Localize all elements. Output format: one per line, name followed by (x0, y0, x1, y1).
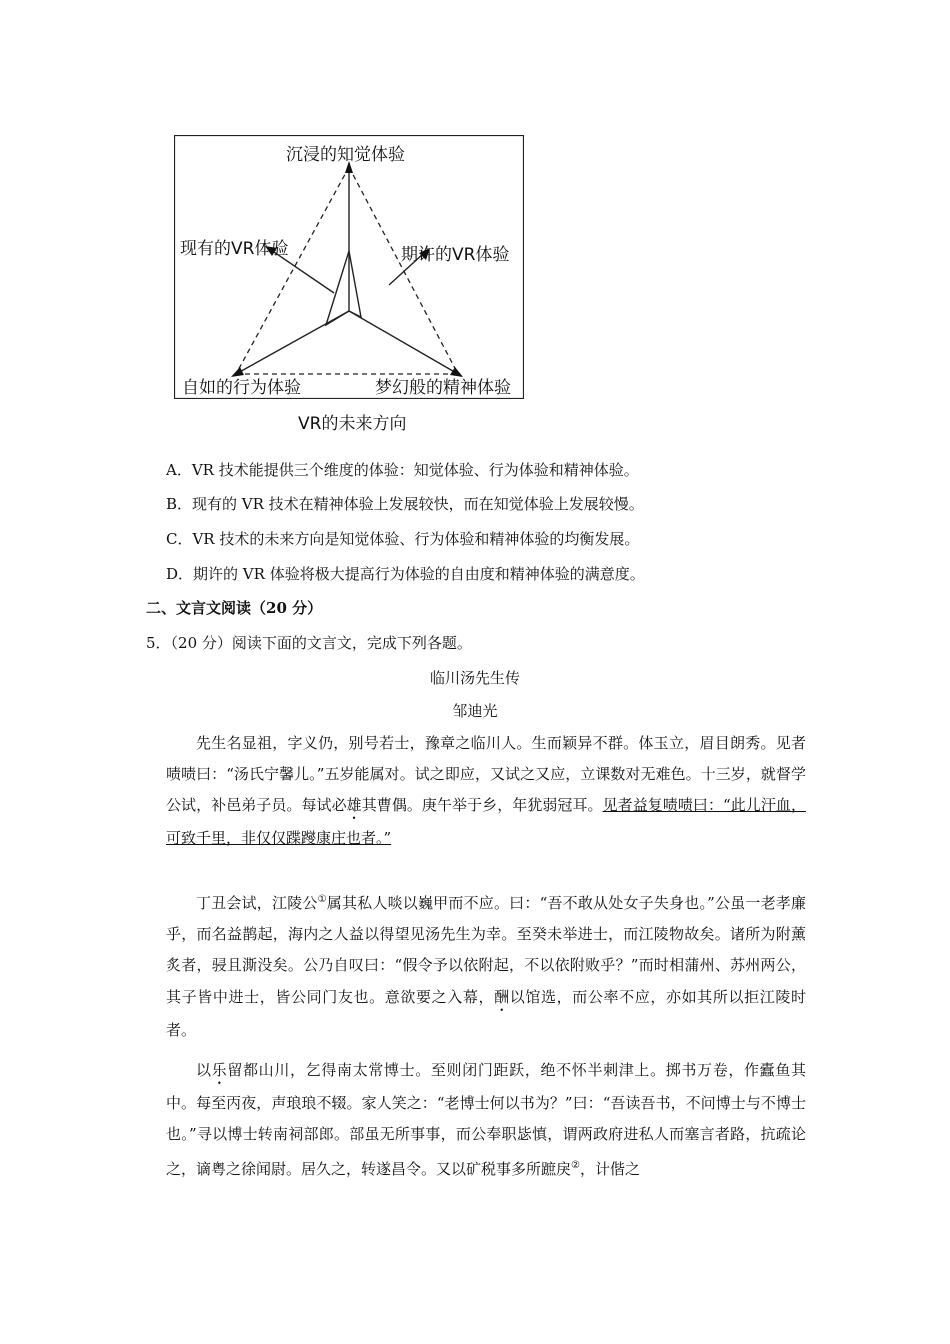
vr-diagram-graphic (174, 135, 524, 399)
footnote-1: ① (317, 894, 327, 905)
label-current-vr: 现有的VR体验 (180, 239, 289, 259)
option-a: A．VR 技术能提供三个维度的体验：知觉体验、行为体验和精神体验。 (166, 461, 639, 479)
paragraph-2: 丁丑会试，江陵公①属其私人啖以巍甲而不应。曰：“吾不敢从处女子失身也。”公虽一老孝廉乎，而名益鹊起，海内之人益以得望见汤先生为幸。至癸未举进士，而江陵物故矣。诸所为附薰炙者，骎且澌没矣。公乃自叹曰：“假令予以依附起，不以依附败乎？”而时相蒲州、苏州两公，其子皆中进士，皆公同门友也。意欲要之入幕，酬以馆选，而公率不应，亦如其所以拒江陵时者。 (166, 894, 806, 1039)
section-title: 二、文言文阅读（20 分） (146, 599, 323, 617)
question-stem: 5．（20 分）阅读下面的文言文，完成下列各题。 (146, 634, 472, 652)
figure-caption: VR的未来方向 (298, 414, 407, 434)
paragraph-1: 先生名显祖，字义仍，别号若士，豫章之临川人。生而颖异不群。体玉立，眉目朗秀。见者啧啧曰：“汤氏宁馨儿。”五岁能属对。试之即应，又试之又应，立课数对无难色。十三岁，就督学公试，补邑弟子员。每试必雄其曹偶。庚午举于乡，年犹弱冠耳。见者益复啧啧曰：“此儿汗血，可致千里，非仅仅蹀躞康庄也者。” (166, 734, 806, 848)
passage-title: 临川汤先生传 (429, 669, 520, 687)
emphasized-char-le: 乐 (211, 1061, 228, 1079)
label-behavior: 自如的行为体验 (182, 378, 301, 398)
label-expected-vr: 期许的VR体验 (401, 245, 510, 265)
option-b: B．现有的 VR 技术在精神体验上发展较快，而在知觉体验上发展较慢。 (166, 495, 644, 513)
underlined-sentence: 见者益复啧啧曰：“此儿汗血，可致千里，非仅仅蹀躞康庄也者。” (166, 796, 806, 848)
option-c: C．VR 技术的未来方向是知觉体验、行为体验和精神体验的均衡发展。 (166, 530, 640, 548)
passage-author: 邹迪光 (452, 702, 498, 720)
emphasized-char-xiong: 雄 (346, 796, 362, 815)
axis-bottom-left-arrowhead (231, 367, 244, 377)
paragraph-3: 以乐留都山川，乞得南太常博士。至则闭门距跃，绝不怀半刺津上。掷书万卷，作蠹鱼其中。每至丙夜，声琅琅不辍。家人笑之：“老博士何以书为？”曰：“吾读吾书，不问博士与不博士也。”寻以博士转南祠部郎。部虽无所事事，而公奉职毖慎，谓两政府进私人而塞言者路，抗疏论之，谪粤之徐闻尉。居久之，转遂昌令。又以矿税事多所蹠戾②，计偕之 (166, 1061, 806, 1179)
current-vr-shape (326, 251, 361, 325)
option-d: D．期许的 VR 体验将极大提高行为体验的自由度和精神体验的满意度。 (166, 565, 645, 583)
footnote-2: ② (571, 1160, 580, 1172)
label-spirit: 梦幻般的精神体验 (375, 378, 511, 398)
emphasized-char-chou: 酬 (494, 987, 510, 1006)
vr-diagram (174, 135, 524, 399)
label-perception: 沉浸的知觉体验 (286, 145, 405, 165)
axis-bottom-right-arrowhead (450, 367, 463, 377)
